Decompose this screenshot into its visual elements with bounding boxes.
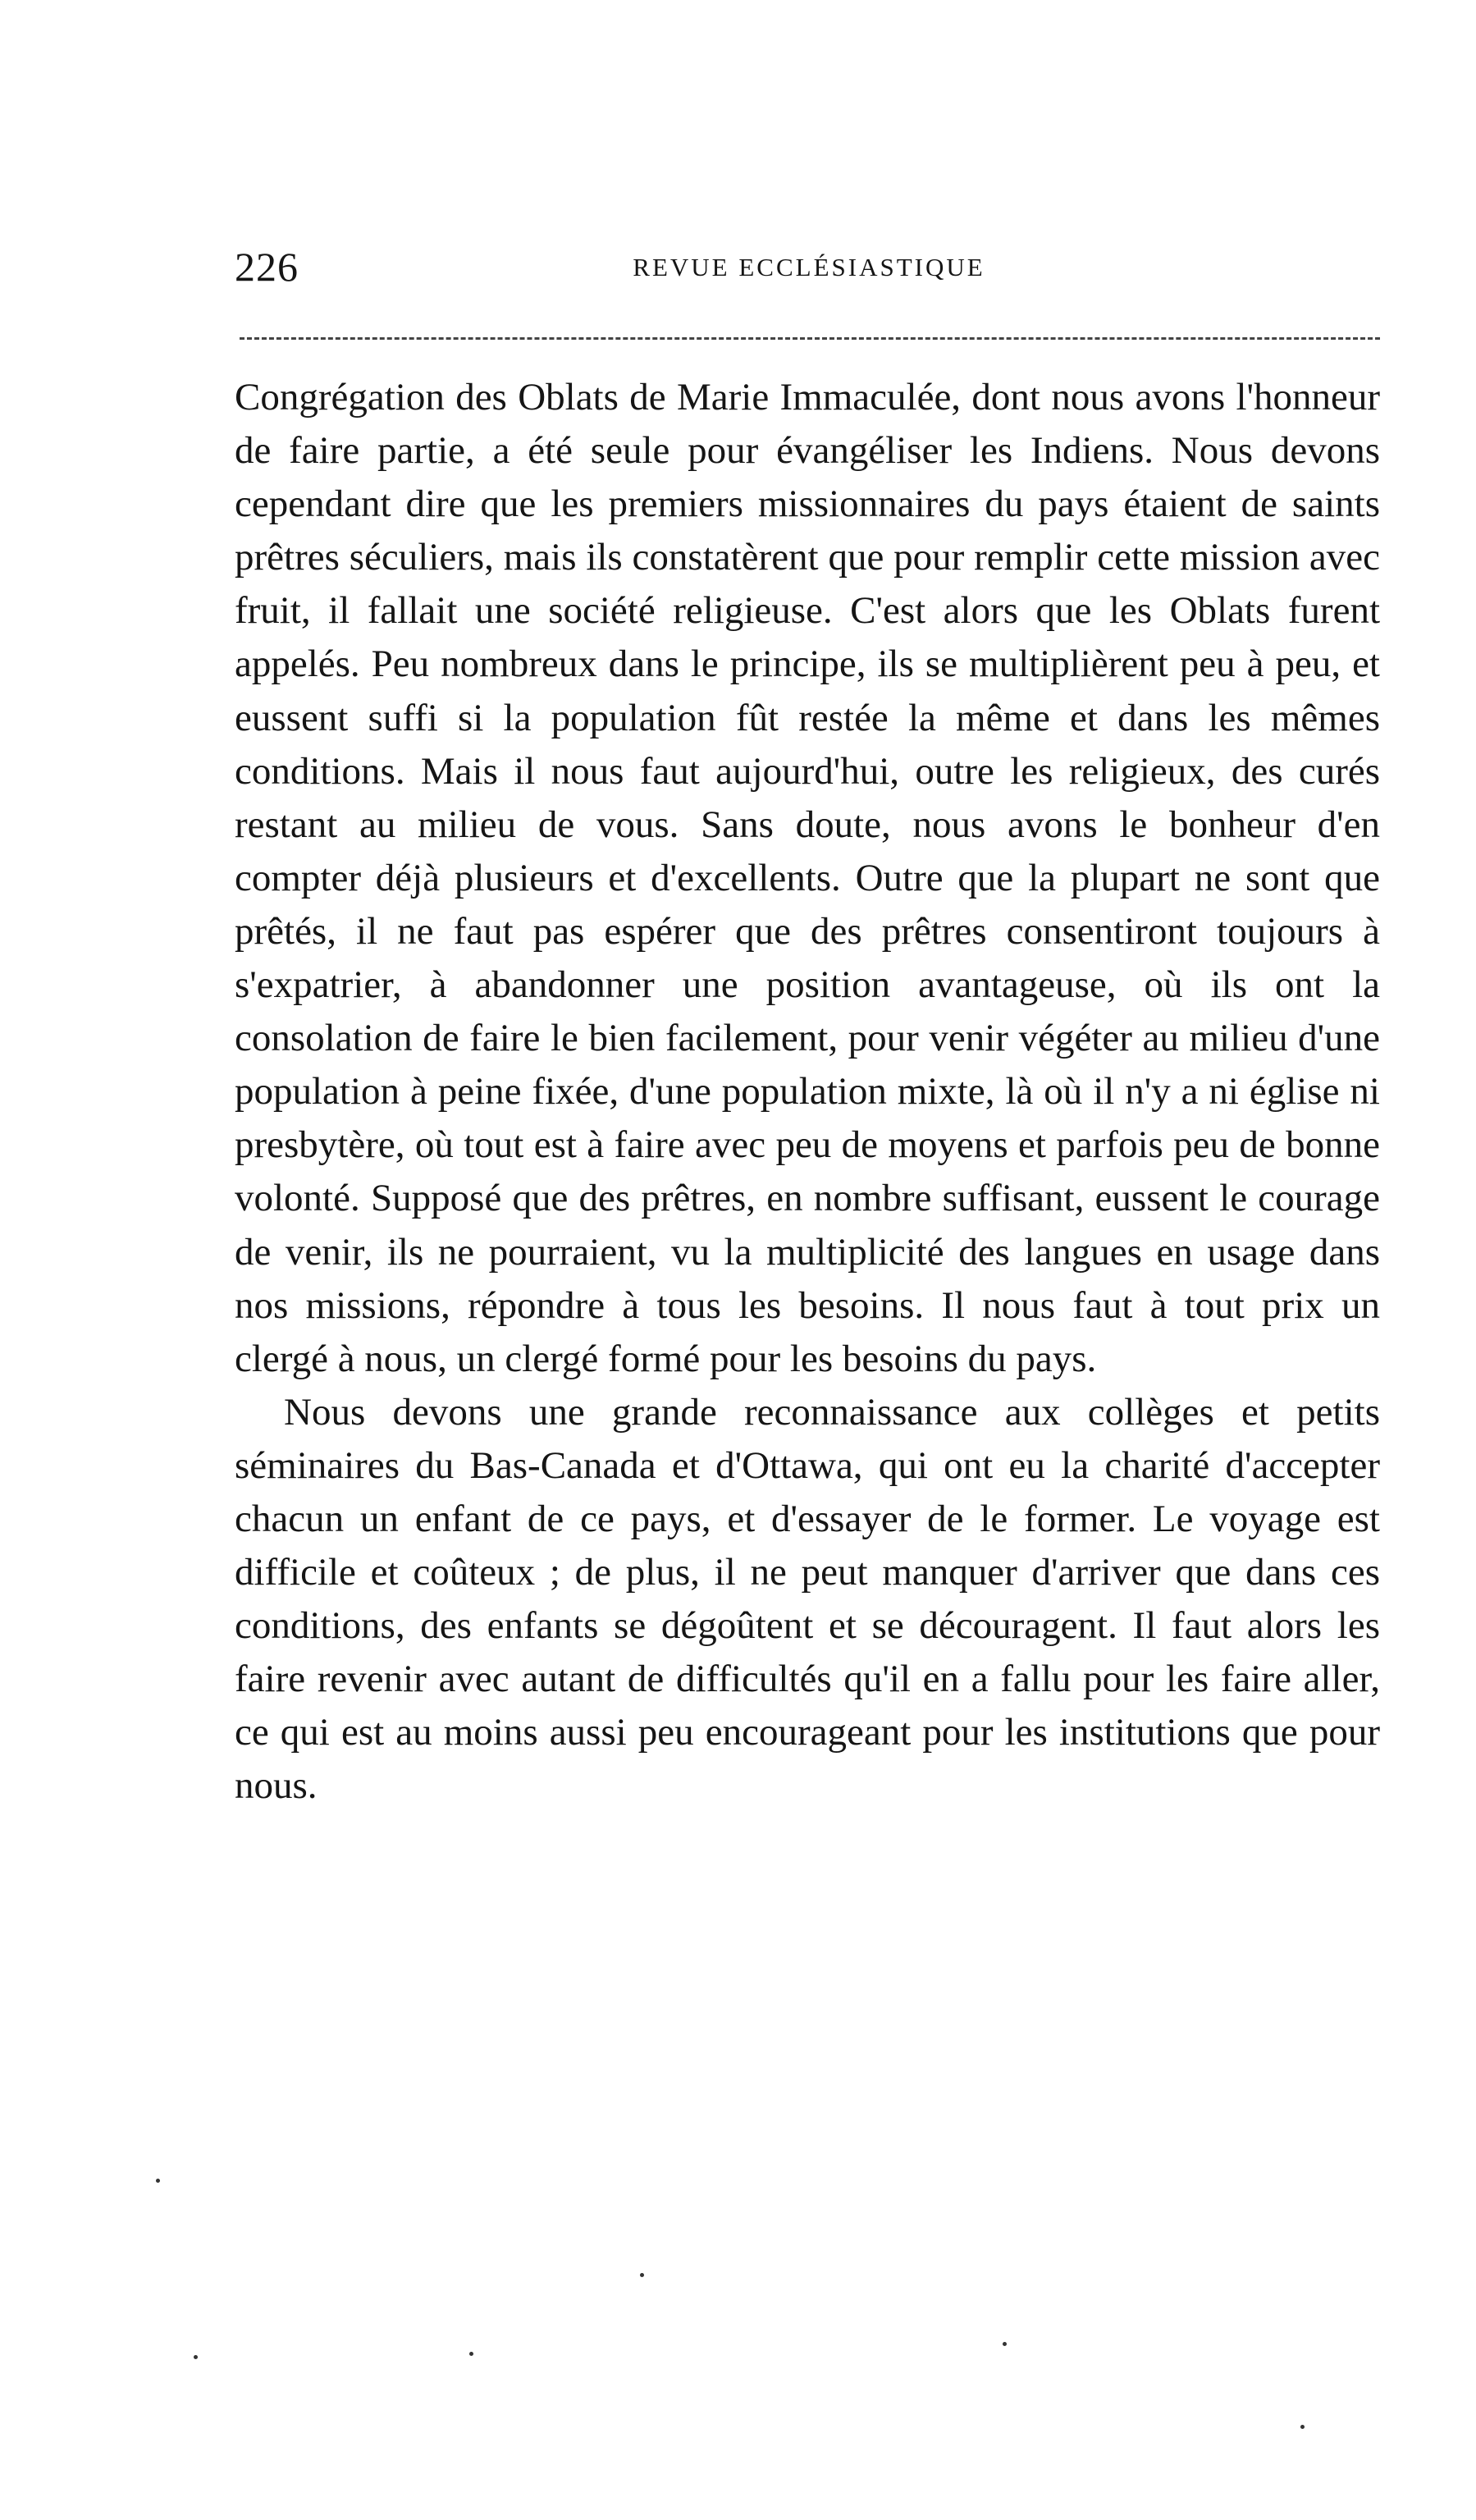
paragraph-2: Nous devons une grande reconnaissance aux collèges et petits séminaires du Bas-Canada et d'Ottawa, qui ont eu la charité d'accepter chacun un enfant de ce pays, et d'essayer de le former. Le voyage est difficile et coûteux ; de plus, il ne peut manquer d'arriver que dans ces conditions, des enfants se dégoûtent et se découragent. Il faut alors les faire revenir avec autant de difficultés qu'il en a fallu pour les faire aller, ce qui est au moins aussi peu encourageant pour les institutions que pour nous. [235,1390,1380,1808]
print-speck [640,2273,644,2277]
print-speck [1003,2342,1007,2346]
body-text [235,371,1380,1813]
page-number: 226 [235,244,299,290]
paragraph-1: Congrégation des Oblats de Marie Immaculée, dont nous avons l'honneur de faire partie, a été seule pour évangéliser les Indiens. Nous devons cependant dire que les premiers missionnaires du pays étaient de saints prêtres séculiers, mais ils constatèrent que pour remplir cette mission avec fruit, il fallait une société religieuse. C'est alors que les Oblats furent appelés. Peu nombreux dans le principe, ils se multiplièrent peu à peu, et eussent suffi si la population fût restée la même et dans les mêmes conditions. Mais il nous faut aujourd'hui, outre les religieux, des curés restant au milieu de vous. Sans doute, nous avons le bonheur d'en compter déjà plusieurs et d'excellents. Outre que la plupart ne sont que prêtés, il ne faut pas espérer que des prêtres consentiront toujours à s'expatrier, à abandonner une position avantageuse, où ils ont la consolation de faire le bien facilement, pour venir végéter au milieu d'une population à peine fixée, d'une population mixte, là où il n'y a ni église ni presbytère, où tout est à faire avec peu de moyens et parfois peu de bonne volonté. Supposé que des prêtres, en nombre suffisant, eussent le courage de venir, ils ne pourraient, vu la multiplicité des langues en usage dans nos missions, répondre à tous les besoins. Il nous faut à tout prix un clergé à nous, un clergé formé pour les besoins du pays. [235,376,1380,1380]
running-title: REVUE ECCLÉSIASTIQUE [633,253,985,281]
print-speck [156,2179,160,2183]
print-speck [1300,2425,1305,2429]
print-speck [469,2352,473,2356]
print-speck [194,2355,198,2359]
header-rule [240,337,1380,340]
page-header [235,238,1383,304]
